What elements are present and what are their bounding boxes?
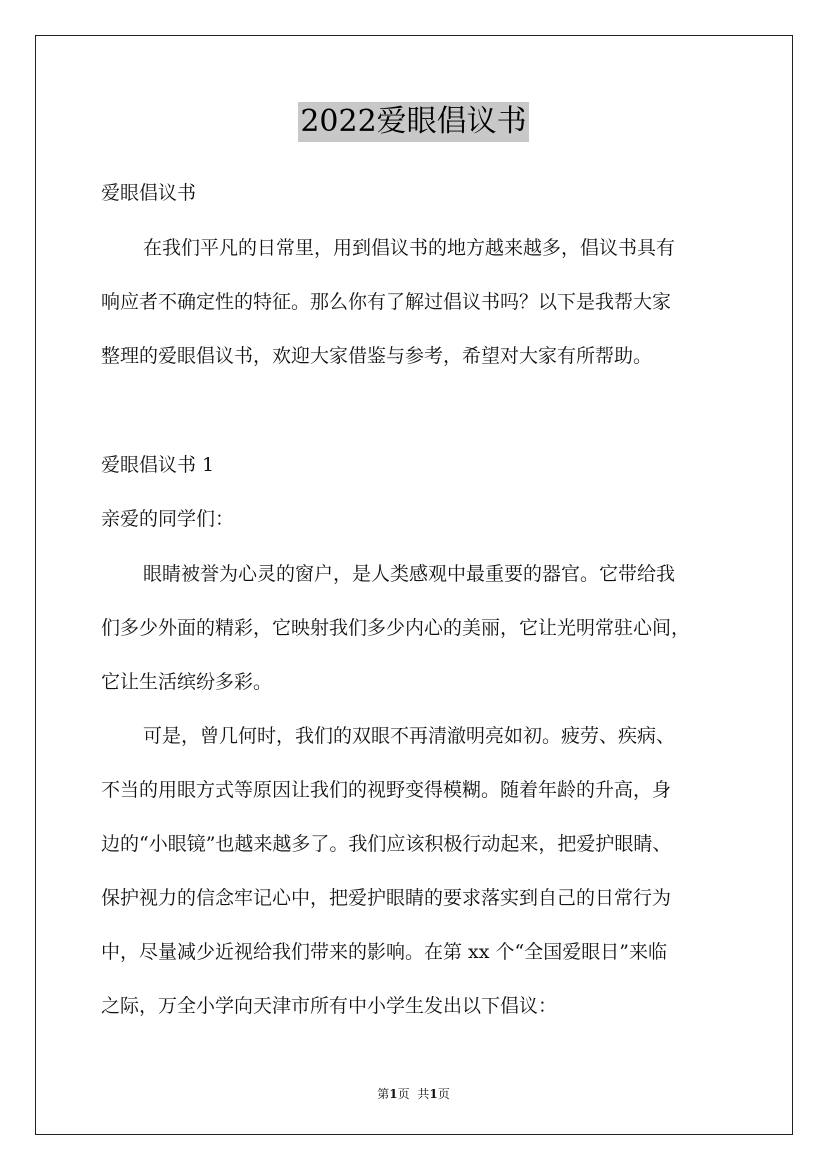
paragraph-line: 们多少外面的精彩，它映射我们多少内心的美丽，它让光明常驻心间， — [101, 617, 691, 639]
paragraph-line: 边的“小眼镜”也越来越多了。我们应该积极行动起来，把爱护眼睛、 — [101, 833, 672, 855]
paragraph-line: 整理的爱眼倡议书，欢迎大家借鉴与参考，希望对大家有所帮助。 — [101, 345, 653, 367]
paragraph-line: 之际，万全小学向天津市所有中小学生发出以下倡议： — [101, 995, 558, 1017]
page-prefix: 第 — [377, 1087, 390, 1101]
page-footer — [0, 1085, 827, 1102]
title-container — [0, 102, 827, 142]
page-number: 1 — [389, 1087, 398, 1101]
section-heading: 爱眼倡议书 1 — [101, 454, 215, 476]
subtitle: 爱眼倡议书 — [101, 182, 197, 204]
paragraph-line: 保护视力的信念牢记心中，把爱护眼睛的要求落实到自己的日常行为 — [101, 887, 672, 909]
salutation: 亲爱的同学们： — [101, 508, 235, 530]
paragraph-line: 在我们平凡的日常里，用到倡议书的地方越来越多，倡议书具有 — [143, 237, 676, 259]
paragraph-line: 响应者不确定性的特征。那么你有了解过倡议书吗？以下是我帮大家 — [101, 291, 672, 313]
total-pages: 1 — [429, 1087, 438, 1101]
page-suffix: 页 — [397, 1087, 410, 1101]
paragraph-line: 可是，曾几何时，我们的双眼不再清澈明亮如初。疲劳、疾病、 — [143, 725, 676, 747]
total-prefix: 共 — [417, 1087, 430, 1101]
total-suffix: 页 — [437, 1087, 450, 1101]
paragraph-line: 眼睛被誉为心灵的窗户，是人类感观中最重要的器官。它带给我 — [143, 563, 676, 585]
paragraph-line: 中，尽量减少近视给我们带来的影响。在第 xx 个“全国爱眼日”来临 — [101, 941, 667, 963]
paragraph-line: 不当的用眼方式等原因让我们的视野变得模糊。随着年龄的升高，身 — [101, 779, 672, 801]
paragraph-line: 它让生活缤纷多彩。 — [101, 671, 273, 693]
document-title: 2022爱眼倡议书 — [298, 102, 528, 142]
